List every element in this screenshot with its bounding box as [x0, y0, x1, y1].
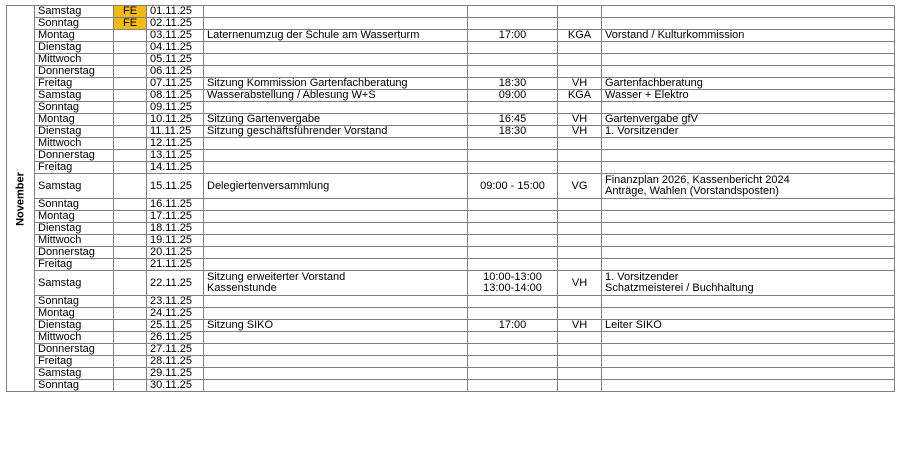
- event-cell: [204, 296, 468, 308]
- time-cell: 17:00: [468, 30, 558, 42]
- event-cell: [204, 18, 468, 30]
- time-cell: 18:30: [468, 78, 558, 90]
- location-cell: [558, 223, 602, 235]
- event-cell: [204, 211, 468, 223]
- table-row: [7, 235, 895, 247]
- weekday-cell: Freitag: [35, 162, 114, 174]
- holiday-flag-cell: [114, 66, 147, 78]
- responsible-cell: [602, 18, 895, 30]
- time-cell-line: 13:00-14:00: [483, 282, 542, 294]
- location-cell: [558, 150, 602, 162]
- location-cell: [558, 380, 602, 392]
- weekday-cell: Mittwoch: [35, 332, 114, 344]
- location-cell: VH: [558, 114, 602, 126]
- time-cell: [468, 138, 558, 150]
- location-cell: VH: [558, 271, 602, 296]
- weekday-cell: Donnerstag: [35, 247, 114, 259]
- time-cell: [468, 6, 558, 18]
- event-cell: [204, 138, 468, 150]
- responsible-cell: [602, 150, 895, 162]
- table-row: [7, 30, 895, 42]
- weekday-cell: Mittwoch: [35, 235, 114, 247]
- holiday-flag-cell: FE: [114, 6, 147, 18]
- date-cell: 08.11.25: [147, 90, 204, 102]
- time-cell: [468, 54, 558, 66]
- location-cell: [558, 356, 602, 368]
- weekday-cell: Sonntag: [35, 18, 114, 30]
- holiday-flag-cell: [114, 150, 147, 162]
- holiday-flag-cell: [114, 90, 147, 102]
- weekday-cell: Dienstag: [35, 223, 114, 235]
- responsible-cell: [602, 332, 895, 344]
- location-cell: [558, 66, 602, 78]
- month-cell: [7, 6, 35, 392]
- responsible-cell: Gartenfachberatung: [602, 78, 895, 90]
- time-cell: 18:30: [468, 126, 558, 138]
- holiday-flag-cell: [114, 308, 147, 320]
- time-cell: [468, 368, 558, 380]
- holiday-flag-cell: [114, 30, 147, 42]
- location-cell: [558, 259, 602, 271]
- table-row: [7, 296, 895, 308]
- holiday-flag-cell: FE: [114, 18, 147, 30]
- holiday-flag-cell: [114, 199, 147, 211]
- weekday-cell: Freitag: [35, 259, 114, 271]
- holiday-flag-cell: [114, 356, 147, 368]
- date-cell: 26.11.25: [147, 332, 204, 344]
- event-cell: [204, 368, 468, 380]
- location-cell: [558, 138, 602, 150]
- time-cell: [468, 102, 558, 114]
- time-cell: [468, 66, 558, 78]
- month-label: November: [14, 171, 26, 226]
- calendar-rows: [7, 6, 895, 392]
- table-row: [7, 308, 895, 320]
- responsible-cell: [602, 356, 895, 368]
- responsible-cell: [602, 235, 895, 247]
- time-cell: [468, 296, 558, 308]
- location-cell: VG: [558, 174, 602, 199]
- holiday-flag-cell: [114, 174, 147, 199]
- weekday-cell: Dienstag: [35, 42, 114, 54]
- responsible-cell: [602, 296, 895, 308]
- date-cell: 27.11.25: [147, 344, 204, 356]
- responsible-cell: [602, 308, 895, 320]
- event-cell: [204, 199, 468, 211]
- holiday-flag-cell: [114, 126, 147, 138]
- weekday-cell: Sonntag: [35, 199, 114, 211]
- table-row: [7, 174, 895, 199]
- event-cell: [204, 6, 468, 18]
- responsible-cell: [602, 368, 895, 380]
- holiday-flag-cell: [114, 380, 147, 392]
- event-cell: [204, 308, 468, 320]
- location-cell: [558, 368, 602, 380]
- holiday-flag-cell: [114, 211, 147, 223]
- responsible-cell: [602, 138, 895, 150]
- date-cell: 29.11.25: [147, 368, 204, 380]
- weekday-cell: Montag: [35, 211, 114, 223]
- weekday-cell: Samstag: [35, 368, 114, 380]
- holiday-flag-cell: [114, 296, 147, 308]
- location-cell: [558, 332, 602, 344]
- date-cell: 03.11.25: [147, 30, 204, 42]
- event-cell: [204, 42, 468, 54]
- responsible-cell: [602, 247, 895, 259]
- time-cell: [468, 150, 558, 162]
- weekday-cell: Sonntag: [35, 102, 114, 114]
- calendar-sheet: [6, 5, 895, 392]
- location-cell: [558, 199, 602, 211]
- table-row: [7, 223, 895, 235]
- event-cell: [204, 66, 468, 78]
- holiday-flag-cell: [114, 235, 147, 247]
- date-cell: 12.11.25: [147, 138, 204, 150]
- responsible-cell: [602, 223, 895, 235]
- event-cell: Sitzung Kommission Gartenfachberatung: [204, 78, 468, 90]
- time-cell: [468, 42, 558, 54]
- table-row: [7, 356, 895, 368]
- time-cell: [468, 162, 558, 174]
- time-cell: [468, 356, 558, 368]
- holiday-flag-cell: [114, 320, 147, 332]
- time-cell: [468, 344, 558, 356]
- date-cell: 11.11.25: [147, 126, 204, 138]
- holiday-flag-cell: [114, 114, 147, 126]
- holiday-flag-cell: [114, 42, 147, 54]
- event-cell: Sitzung SIKO: [204, 320, 468, 332]
- responsible-cell-line: Schatzmeisterei / Buchhaltung: [605, 282, 754, 294]
- table-row: [7, 162, 895, 174]
- weekday-cell: Dienstag: [35, 126, 114, 138]
- holiday-flag-cell: [114, 368, 147, 380]
- location-cell: VH: [558, 78, 602, 90]
- date-cell: 10.11.25: [147, 114, 204, 126]
- holiday-flag-cell: [114, 259, 147, 271]
- time-cell: [468, 211, 558, 223]
- responsible-cell: [602, 344, 895, 356]
- holiday-flag-cell: [114, 332, 147, 344]
- location-cell: KGA: [558, 30, 602, 42]
- weekday-cell: Donnerstag: [35, 150, 114, 162]
- holiday-flag-cell: [114, 271, 147, 296]
- event-cell: [204, 54, 468, 66]
- responsible-cell: [602, 271, 895, 296]
- responsible-cell: [602, 174, 895, 199]
- responsible-cell: Leiter SIKO: [602, 320, 895, 332]
- time-cell: [468, 308, 558, 320]
- event-cell: Sitzung Gartenvergabe: [204, 114, 468, 126]
- weekday-cell: Freitag: [35, 78, 114, 90]
- location-cell: KGA: [558, 90, 602, 102]
- event-cell: [204, 259, 468, 271]
- weekday-cell: Donnerstag: [35, 344, 114, 356]
- weekday-cell: Samstag: [35, 174, 114, 199]
- responsible-cell: [602, 6, 895, 18]
- date-cell: 25.11.25: [147, 320, 204, 332]
- event-cell: [204, 380, 468, 392]
- date-cell: 05.11.25: [147, 54, 204, 66]
- weekday-cell: Samstag: [35, 6, 114, 18]
- event-cell: [204, 235, 468, 247]
- table-row: [7, 6, 895, 18]
- time-cell: 17:00: [468, 320, 558, 332]
- location-cell: [558, 235, 602, 247]
- weekday-cell: Montag: [35, 308, 114, 320]
- event-cell: Delegiertenversammlung: [204, 174, 468, 199]
- date-cell: 13.11.25: [147, 150, 204, 162]
- time-cell: [468, 223, 558, 235]
- time-cell-line: 10:00-13:00: [483, 271, 542, 283]
- table-row: [7, 42, 895, 54]
- responsible-cell-line: Finanzplan 2026, Kassenbericht 2024: [605, 174, 790, 186]
- table-row: [7, 332, 895, 344]
- event-cell: [204, 102, 468, 114]
- date-cell: 24.11.25: [147, 308, 204, 320]
- weekday-cell: Dienstag: [35, 320, 114, 332]
- table-row: [7, 320, 895, 332]
- table-row: [7, 114, 895, 126]
- date-cell: 15.11.25: [147, 174, 204, 199]
- date-cell: 23.11.25: [147, 296, 204, 308]
- event-cell-line: Kassenstunde: [207, 282, 277, 294]
- table-row: [7, 247, 895, 259]
- responsible-cell: [602, 259, 895, 271]
- weekday-cell: Samstag: [35, 271, 114, 296]
- location-cell: [558, 6, 602, 18]
- responsible-cell: [602, 380, 895, 392]
- event-cell: Wasserabstellung / Ablesung W+S: [204, 90, 468, 102]
- date-cell: 17.11.25: [147, 211, 204, 223]
- location-cell: [558, 211, 602, 223]
- location-cell: [558, 296, 602, 308]
- table-row: [7, 211, 895, 223]
- time-cell: 09:00 - 15:00: [468, 174, 558, 199]
- weekday-cell: Montag: [35, 30, 114, 42]
- responsible-cell-line: 1. Vorsitzender: [605, 271, 679, 283]
- date-cell: 20.11.25: [147, 247, 204, 259]
- event-cell: Sitzung geschäftsführender Vorstand: [204, 126, 468, 138]
- responsible-cell: [602, 54, 895, 66]
- table-row: [7, 90, 895, 102]
- date-cell: 19.11.25: [147, 235, 204, 247]
- event-cell-line: Sitzung erweiterter Vorstand: [207, 271, 346, 283]
- location-cell: VH: [558, 126, 602, 138]
- responsible-cell: [602, 102, 895, 114]
- location-cell: [558, 308, 602, 320]
- event-cell: [204, 247, 468, 259]
- time-cell: [468, 235, 558, 247]
- time-cell: [468, 247, 558, 259]
- location-cell: [558, 102, 602, 114]
- responsible-cell: [602, 42, 895, 54]
- table-row: [7, 344, 895, 356]
- responsible-cell: [602, 211, 895, 223]
- holiday-flag-cell: [114, 162, 147, 174]
- table-row: [7, 150, 895, 162]
- date-cell: 14.11.25: [147, 162, 204, 174]
- time-cell: 16:45: [468, 114, 558, 126]
- time-cell: [468, 18, 558, 30]
- date-cell: 02.11.25: [147, 18, 204, 30]
- responsible-cell-line: Anträge, Wahlen (Vorstandsposten): [605, 185, 779, 197]
- weekday-cell: Freitag: [35, 356, 114, 368]
- table-row: [7, 66, 895, 78]
- weekday-cell: Mittwoch: [35, 138, 114, 150]
- responsible-cell: [602, 162, 895, 174]
- event-cell: [204, 344, 468, 356]
- time-cell: [468, 199, 558, 211]
- time-cell: [468, 380, 558, 392]
- event-cell: [204, 223, 468, 235]
- weekday-cell: Samstag: [35, 90, 114, 102]
- holiday-flag-cell: [114, 344, 147, 356]
- table-row: [7, 271, 895, 296]
- event-cell: [204, 150, 468, 162]
- location-cell: [558, 344, 602, 356]
- location-cell: [558, 18, 602, 30]
- event-cell: [204, 332, 468, 344]
- table-row: [7, 102, 895, 114]
- table-row: [7, 259, 895, 271]
- event-cell: [204, 356, 468, 368]
- date-cell: 22.11.25: [147, 271, 204, 296]
- weekday-cell: Donnerstag: [35, 66, 114, 78]
- responsible-cell: Gartenvergabe gfV: [602, 114, 895, 126]
- location-cell: [558, 42, 602, 54]
- table-row: [7, 78, 895, 90]
- location-cell: VH: [558, 320, 602, 332]
- location-cell: [558, 162, 602, 174]
- date-cell: 21.11.25: [147, 259, 204, 271]
- weekday-cell: Sonntag: [35, 380, 114, 392]
- responsible-cell: 1. Vorsitzender: [602, 126, 895, 138]
- table-row: [7, 138, 895, 150]
- date-cell: 30.11.25: [147, 380, 204, 392]
- date-cell: 28.11.25: [147, 356, 204, 368]
- date-cell: 18.11.25: [147, 223, 204, 235]
- holiday-flag-cell: [114, 138, 147, 150]
- responsible-cell: Wasser + Elektro: [602, 90, 895, 102]
- holiday-flag-cell: [114, 78, 147, 90]
- date-cell: 01.11.25: [147, 6, 204, 18]
- table-row: [7, 54, 895, 66]
- time-cell: [468, 259, 558, 271]
- table-row: [7, 199, 895, 211]
- weekday-cell: Montag: [35, 114, 114, 126]
- holiday-flag-cell: [114, 54, 147, 66]
- holiday-flag-cell: [114, 223, 147, 235]
- weekday-cell: Sonntag: [35, 296, 114, 308]
- date-cell: 04.11.25: [147, 42, 204, 54]
- location-cell: [558, 247, 602, 259]
- date-cell: 06.11.25: [147, 66, 204, 78]
- time-cell: [468, 271, 558, 296]
- event-cell: Laternenumzug der Schule am Wasserturm: [204, 30, 468, 42]
- table-row: [7, 368, 895, 380]
- table-row: [7, 126, 895, 138]
- date-cell: 16.11.25: [147, 199, 204, 211]
- calendar-table: [6, 5, 895, 392]
- responsible-cell: [602, 199, 895, 211]
- responsible-cell: [602, 66, 895, 78]
- time-cell: [468, 332, 558, 344]
- location-cell: [558, 54, 602, 66]
- table-row: [7, 380, 895, 392]
- date-cell: 07.11.25: [147, 78, 204, 90]
- weekday-cell: Mittwoch: [35, 54, 114, 66]
- time-cell: 09:00: [468, 90, 558, 102]
- event-cell: [204, 162, 468, 174]
- table-row: [7, 18, 895, 30]
- event-cell: [204, 271, 468, 296]
- holiday-flag-cell: [114, 102, 147, 114]
- holiday-flag-cell: [114, 247, 147, 259]
- responsible-cell: Vorstand / Kulturkommission: [602, 30, 895, 42]
- date-cell: 09.11.25: [147, 102, 204, 114]
